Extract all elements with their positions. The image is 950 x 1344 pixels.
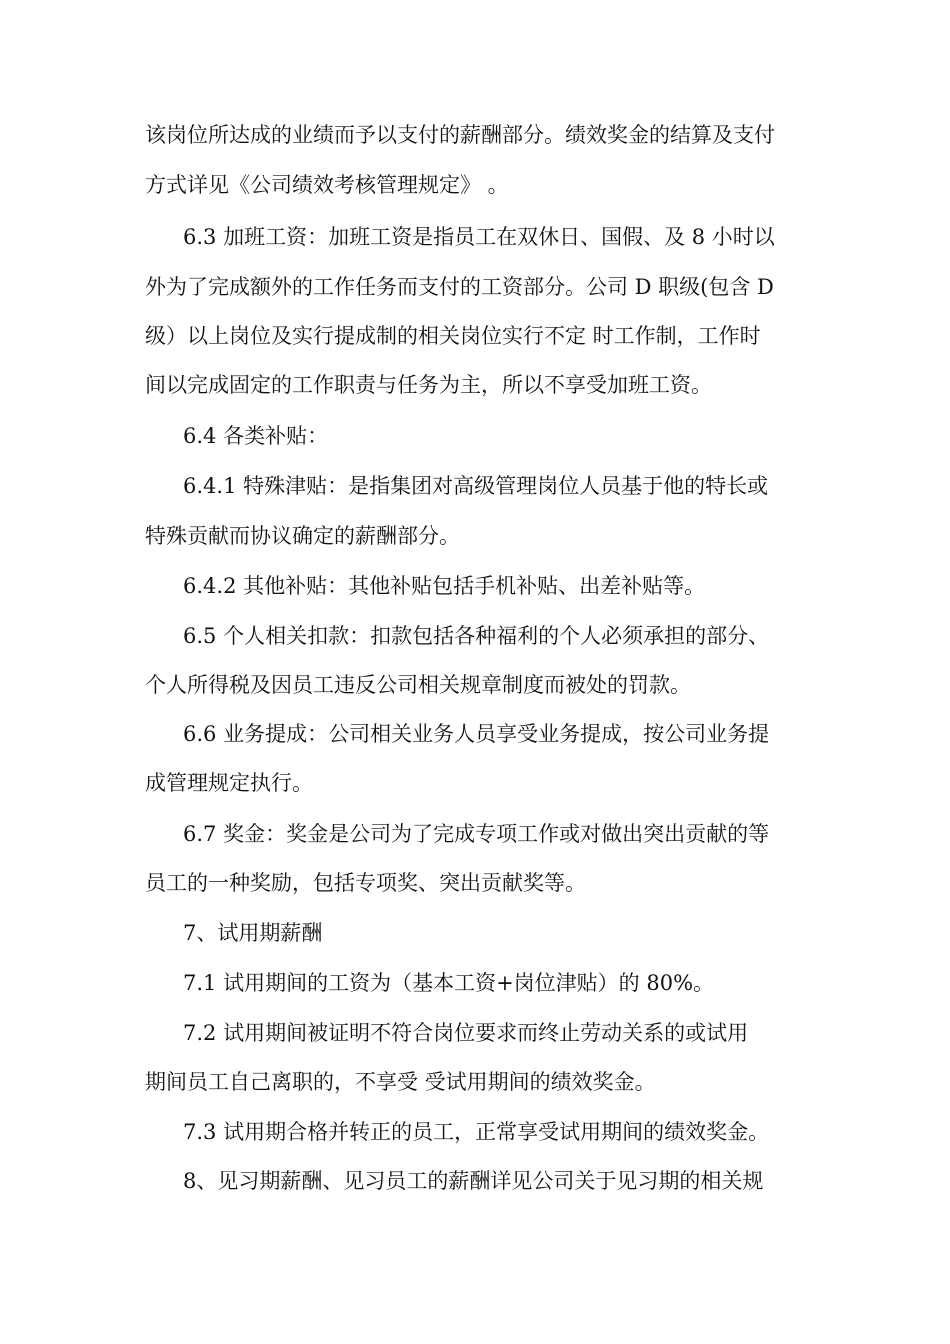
text-line: 6.4.2 其他补贴：其他补贴包括手机补贴、出差补贴等。 <box>183 574 706 598</box>
text-line: 7.3 试用期合格并转正的员工，正常享受试用期间的绩效奖金。 <box>183 1120 770 1144</box>
text-line: 员工的一种奖励，包括专项奖、突出贡献奖等。 <box>145 871 586 895</box>
text-line: 6.4.1 特殊津贴：是指集团对高级管理岗位人员基于他的特长或 <box>183 474 769 498</box>
text-line: 6.5 个人相关扣款：扣款包括各种福利的个人必须承担的部分、 <box>183 624 770 648</box>
text-line: 外为了完成额外的工作任务而支付的工资部分。公司 D 职级(包含 D <box>145 275 774 299</box>
text-line: 成管理规定执行。 <box>145 771 313 795</box>
text-line: 7.2 试用期间被证明不符合岗位要求而终止劳动关系的或试用 <box>183 1021 749 1045</box>
text-line: 期间员工自己离职的，不享受 受试用期间的绩效奖金。 <box>145 1070 656 1094</box>
text-line: 该岗位所达成的业绩而予以支付的薪酬部分。绩效奖金的结算及支付 <box>145 123 775 147</box>
text-line: 方式详见《公司绩效考核管理规定》 。 <box>145 173 509 197</box>
text-line: 7.1 试用期间的工资为（基本工资+岗位津贴）的 80%。 <box>183 971 715 995</box>
text-line: 特殊贡献而协议确定的薪酬部分。 <box>145 524 460 548</box>
text-line: 6.4 各类补贴： <box>183 424 329 448</box>
text-line: 6.3 加班工资：加班工资是指员工在双休日、国假、及 8 小时以 <box>183 225 775 249</box>
section-heading: 7、试用期薪酬 <box>183 921 323 945</box>
text-line: 个人所得税及因员工违反公司相关规章制度而被处的罚款。 <box>145 673 691 697</box>
text-line: 6.7 奖金：奖金是公司为了完成专项工作或对做出突出贡献的等 <box>183 822 770 846</box>
text-line: 6.6 业务提成：公司相关业务人员享受业务提成，按公司业务提 <box>183 722 770 746</box>
text-line: 级）以上岗位及实行提成制的相关岗位实行不定 时工作制，工作时 <box>145 324 761 348</box>
text-line: 间以完成固定的工作职责与任务为主，所以不享受加班工资。 <box>145 373 712 397</box>
section-heading: 8、见习期薪酬、见习员工的薪酬详见公司关于见习期的相关规 <box>183 1169 764 1193</box>
